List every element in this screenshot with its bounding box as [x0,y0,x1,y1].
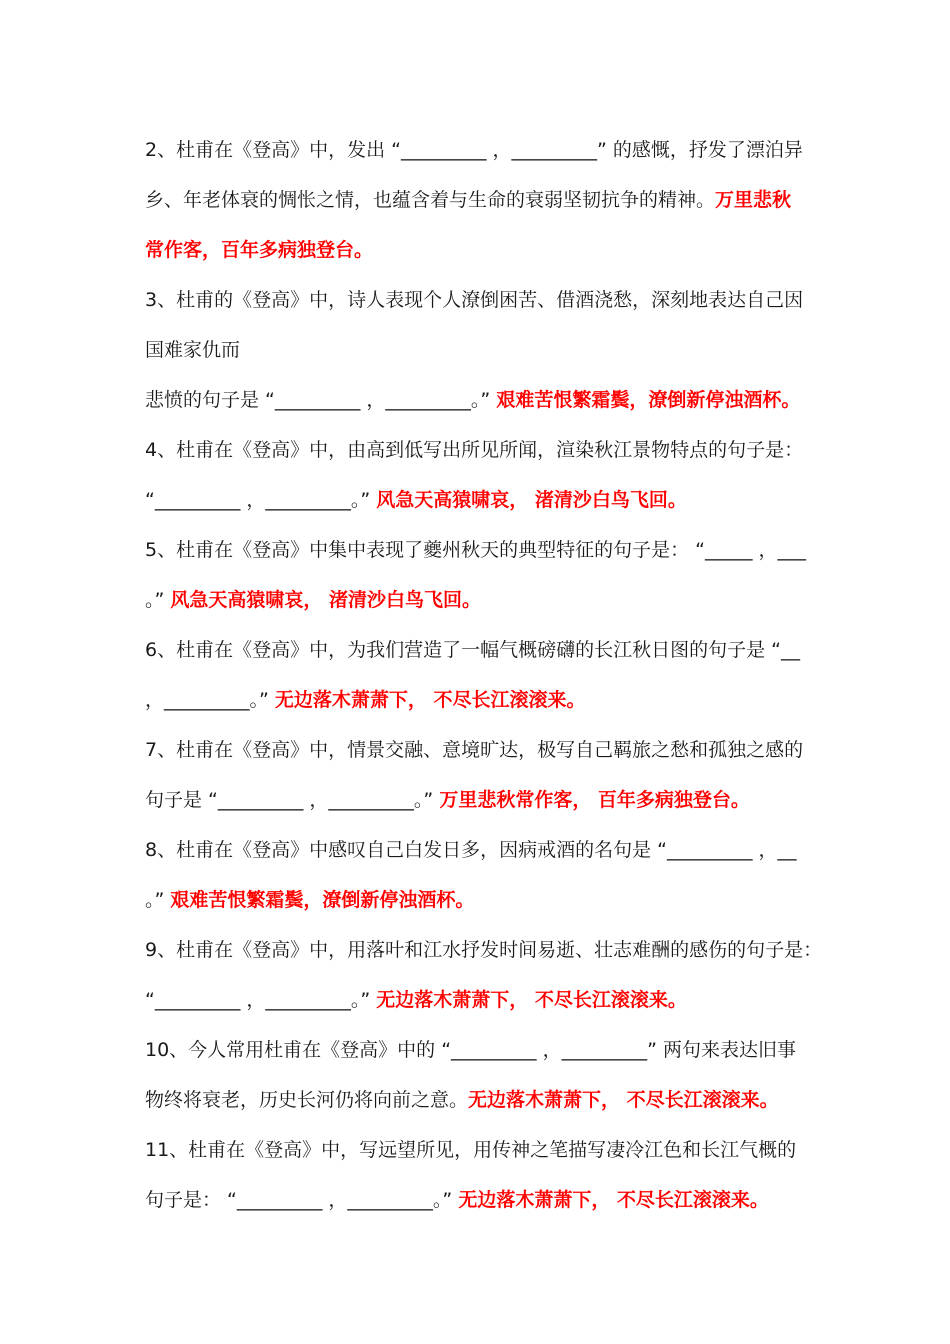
question-text: 。” [145,889,171,911]
question-text: 悲愤的句子是 “_________ ，_________。” [145,389,497,411]
question-text: ，_________。” [145,689,275,711]
question-text: 乡、年老体衰的惆怅之情，也蕴含着与生命的衰弱坚韧抗争的精神。 [145,189,716,211]
answer-text: 风急天高猿啸哀， 渚清沙白鸟飞回。 [376,489,687,511]
answer-text: 无边落木萧萧下， 不尽长江滚滚来。 [376,989,687,1011]
text-line [145,1188,769,1212]
text-line [145,238,373,262]
question-text: 4、杜甫在《登高》中，由高到低写出所见所闻，渲染秋江景物特点的句子是： [145,439,804,461]
question-text: 6、杜甫在《登高》中，为我们营造了一幅气概磅礴的长江秋日图的句子是 “__ [145,639,800,661]
text-line [145,138,803,162]
question-text: “_________ ，_________。” [145,989,377,1011]
text-line [145,288,803,312]
question-text: 5、杜甫在《登高》中集中表现了夔州秋天的典型特征的句子是： “_____ ，___ [145,539,807,561]
text-line [145,838,797,862]
text-line [145,388,800,412]
answer-text: 艰难苦恨繁霜鬓，潦倒新停浊酒杯。 [170,889,475,911]
question-text: 3、杜甫的《登高》中，诗人表现个人潦倒困苦、借酒浇愁，深刻地表达自己因 [145,289,804,311]
text-line [145,738,803,762]
question-text: 国难家仇而 [145,339,241,361]
question-text: 8、杜甫在《登高》中感叹自己白发日多，因病戒酒的名句是 “_________ ，__ [145,839,797,861]
text-line [145,988,687,1012]
question-text: 9、杜甫在《登高》中，用落叶和江水抒发时间易逝、壮志难酬的感伤的句子是： [145,939,823,961]
question-text: 句子是 “_________ ，_________。” [145,789,440,811]
text-line [145,788,750,812]
text-line [145,338,240,362]
question-text: 2、杜甫在《登高》中，发出 “_________ ，_________” 的感慨，抒发了漂泊异 [145,139,803,161]
text-line [145,638,800,662]
text-line [145,688,586,712]
text-line [145,938,822,962]
text-line [145,1138,796,1162]
answer-text: 万里悲秋 [715,189,792,211]
answer-text: 艰难苦恨繁霜鬓，潦倒新停浊酒杯。 [496,389,801,411]
question-text: 。” [145,589,171,611]
text-line [145,1088,779,1112]
text-line [145,538,806,562]
text-line [145,488,687,512]
question-text: “_________ ，_________。” [145,489,377,511]
answer-text: 常作客，百年多病独登台。 [145,239,374,261]
text-line [145,188,791,212]
text-line [145,438,803,462]
answer-text: 万里悲秋常作客， 百年多病独登台。 [439,789,750,811]
answer-text: 风急天高猿啸哀， 渚清沙白鸟飞回。 [170,589,482,611]
question-text: 7、杜甫在《登高》中，情景交融、意境旷达，极写自己羁旅之愁和孤独之感的 [145,739,804,761]
answer-text: 无边落木萧萧下， 不尽长江滚滚来。 [468,1089,779,1111]
question-text: 物终将衰老，历史长河仍将向前之意。 [145,1089,469,1111]
text-line [145,1038,796,1062]
text-line [145,588,481,612]
answer-text: 无边落木萧萧下， 不尽长江滚滚来。 [458,1189,769,1211]
text-line [145,888,474,912]
question-text: 11、杜甫在《登高》中，写远望所见，用传神之笔描写凄冷江色和长江气概的 [145,1139,797,1161]
question-text: 10、今人常用杜甫在《登高》中的 “_________ ，_________” 两句来表达旧事 [145,1039,796,1061]
question-text: 句子是： “_________ ，_________。” [145,1189,459,1211]
answer-text: 无边落木萧萧下， 不尽长江滚滚来。 [274,689,586,711]
